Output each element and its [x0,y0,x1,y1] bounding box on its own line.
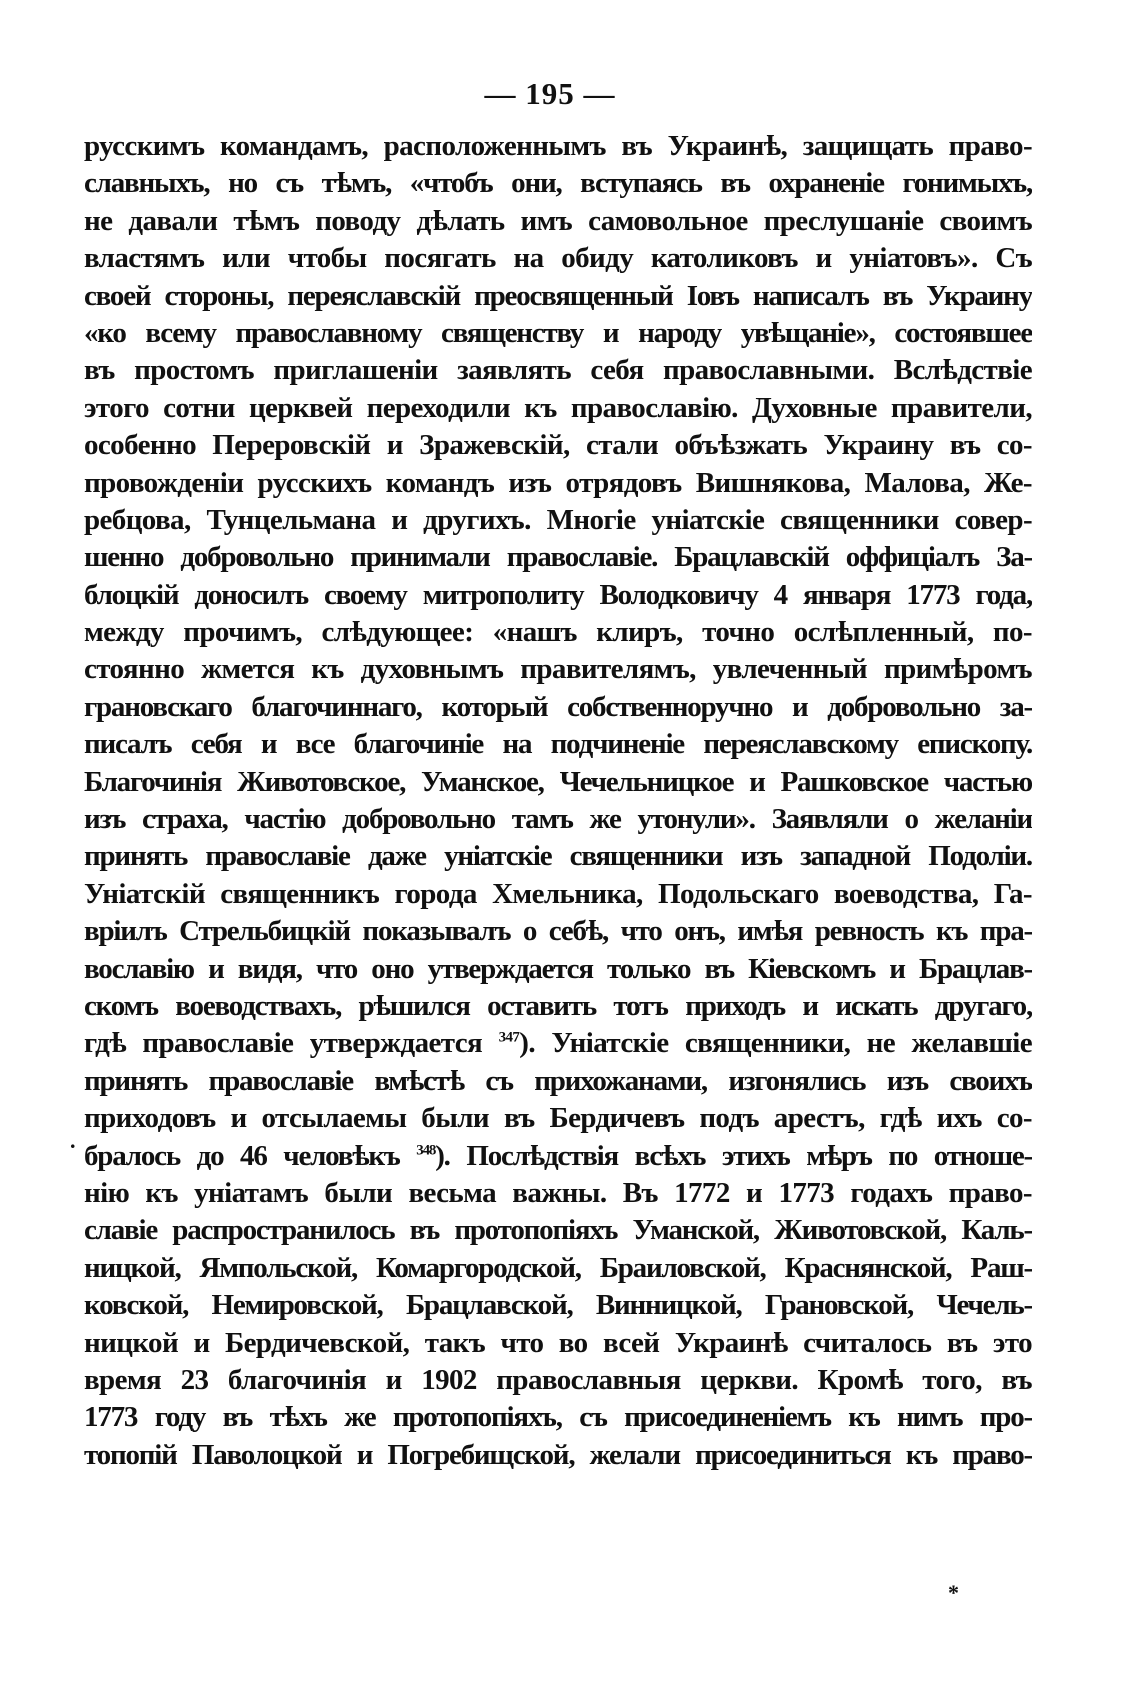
text-line: своей стороны, переяславскій преосвященный Іовъ написалъ въ Украину [84,279,1032,312]
text-line-with-footnote [84,1138,1032,1175]
text-line: въ простомъ приглашеніи заявлять себя православными. Вслѣдствіе [84,354,1032,387]
text-line: принять православіе вмѣстѣ съ прихожанами, изгонялись изъ своихъ [84,1064,1032,1097]
text-line: славныхъ, но съ тѣмъ, «чтобъ они, вступаясь въ охраненіе гонимыхъ, [84,167,1032,200]
text-line: нію къ уніатамъ были весьма важны. Въ 1772 и 1773 годахъ право- [84,1176,1032,1209]
text-line: принять православіе даже уніатскіе священники изъ западной Подоліи. [84,840,1032,873]
text-line: этого сотни церквей переходили къ православію. Духовные правители, [84,391,1032,424]
line-text: гдѣ православіе утверждается [84,1027,483,1060]
page-number: — 195 — [484,76,616,111]
line-text-after-ref: ). Послѣдствія всѣхъ этихъ мѣръ по отноше- [435,1139,1032,1172]
text-line: ницкой и Бердичевской, такъ что во всей Украинѣ считалось въ это [84,1326,1032,1359]
text-line: особенно Переровскій и Зражевскій, стали объѣзжать Украину въ со- [84,429,1032,462]
text-line: не давали тѣмъ поводу дѣлать имъ самовольное преслушаніе своимъ [84,204,1032,237]
text-line: время 23 благочинія и 1902 православныя церкви. Кромѣ того, въ [84,1363,1032,1396]
text-line: грановскаго благочиннаго, который собственноручно и добровольно за- [84,690,1032,723]
text-line: Благочинія Животовское, Уманское, Чечельницкое и Рашковское частью [84,765,1032,798]
text-line: 1773 году въ тѣхъ же протопопіяхъ, съ присоединеніемъ къ нимъ про- [84,1401,1032,1434]
line-text: бралось до 46 человѣкъ [84,1139,400,1172]
stray-dot-mark: . [70,1128,76,1153]
text-line: ницкой, Ямпольской, Комаргородской, Браиловской, Краснянской, Раш- [84,1251,1032,1284]
footnote-ref: 347 [498,1029,520,1046]
footnote-ref: 348 [416,1141,436,1158]
text-line: приходовъ и отсылаемы были въ Бердичевъ подъ арестъ, гдѣ ихъ со- [84,1102,1032,1135]
text-line: Уніатскій священникъ города Хмельника, Подольскаго воеводства, Га- [84,877,1032,910]
text-line: ребцова, Тунцельмана и другихъ. Многіе уніатскіе священники совер- [84,503,1032,536]
text-line: между прочимъ, слѣдующее: «нашъ клиръ, точно ослѣпленный, по- [84,616,1032,649]
line-text-after-ref: ). Уніатскіе священники, не желавшіе [519,1027,1032,1060]
text-line: вославію и видя, что оно утверждается только въ Кіевскомъ и Брацлав- [84,952,1032,985]
text-line: скомъ воеводствахъ, рѣшился оставить тотъ приходъ и искать другаго, [84,989,1032,1022]
text-line: изъ страха, частію добровольно тамъ же утонули». Заявляли о желаніи [84,803,1032,836]
text-line: славіе распространилось въ протопопіяхъ Уманской, Животовской, Каль- [84,1214,1032,1247]
text-line: топопій Паволоцкой и Погребищской, желали присоединиться къ право- [84,1438,1032,1471]
text-line: блоцкій доносилъ своему митрополиту Володковичу 4 января 1773 года, [84,578,1032,611]
text-line: провожденіи русскихъ командъ изъ отрядовъ Вишнякова, Малова, Же- [84,466,1032,499]
stray-asterisk-mark: * [948,1580,959,1605]
text-line: вріилъ Стрельбицкій показывалъ о себѣ, что онъ, имѣя ревность къ пра- [84,915,1032,948]
text-line: «ко всему православному священству и народу увѣщаніе», состоявшее [84,316,1032,349]
text-line: писалъ себя и все благочиніе на подчиненіе переяславскому епископу. [84,728,1032,761]
text-line: шенно добровольно принимали православіе. Брацлавскій оффиціалъ За- [84,541,1032,574]
text-line: властямъ или чтобы посягать на обиду католиковъ и уніатовъ». Съ [84,242,1032,275]
text-line: стоянно жмется къ духовнымъ правителямъ, увлеченный примѣромъ [84,653,1032,686]
text-line: русскимъ командамъ, расположеннымъ въ Украинѣ, защищать право- [84,130,1032,162]
text-line-with-footnote [84,1025,1032,1062]
text-line: ковской, Немировской, Брацлавской, Винницкой, Грановской, Чечель- [84,1289,1032,1322]
body-text [84,128,1032,1474]
